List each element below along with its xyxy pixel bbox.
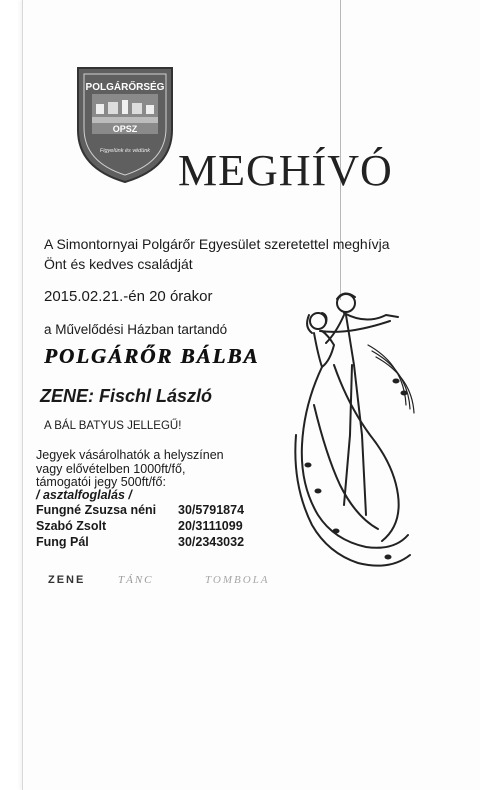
contact-phone: 30/2343032	[178, 535, 245, 549]
intro-line-1: A Simontornyai Polgárőr Egyesület szeretettel meghívja	[44, 236, 390, 252]
batyu-note: A BÁL BATYUS JELLEGŰ!	[44, 420, 182, 432]
badge-org-text: POLGÁRŐRSÉG	[85, 82, 165, 93]
intro-line-2: Önt és kedves családját	[44, 256, 193, 272]
contact-phone: 20/3111099	[178, 519, 243, 533]
contact-name: Fung Pál	[36, 535, 89, 549]
badge-initials-text: OPSZ	[112, 124, 138, 134]
ticket-line-2: vagy elővételben 1000ft/fő,	[36, 462, 186, 476]
invitation-title: MEGHÍVÓ	[178, 146, 393, 195]
footer-music: ZENE	[48, 574, 86, 586]
contact-phone: 30/5791874	[178, 503, 245, 517]
ticket-line-3: támogatói jegy 500ft/fő:	[36, 475, 166, 489]
event-name: POLGÁRŐR BÁLBA	[44, 344, 260, 368]
footer-tombola: TOMBOLA	[205, 574, 270, 586]
dancing-couple-illustration	[278, 285, 418, 585]
ticket-line-1: Jegyek vásárolhatók a helyszínen	[36, 448, 224, 462]
reservation-note: / asztalfoglalás /	[36, 488, 132, 502]
badge-motto-text: Figyelünk és védünk	[99, 148, 151, 154]
event-venue: a Művelődési Házban tartandó	[44, 322, 228, 337]
contact-name: Szabó Zsolt	[36, 519, 107, 533]
contact-name: Fungné Zsuzsa néni	[36, 503, 157, 517]
event-date: 2015.02.21.-én 20 órakor	[44, 288, 213, 305]
footer-dance: TÁNC	[118, 574, 154, 586]
polgarorseg-badge-logo	[70, 60, 180, 185]
music-line: ZENE: Fischl László	[40, 386, 213, 406]
